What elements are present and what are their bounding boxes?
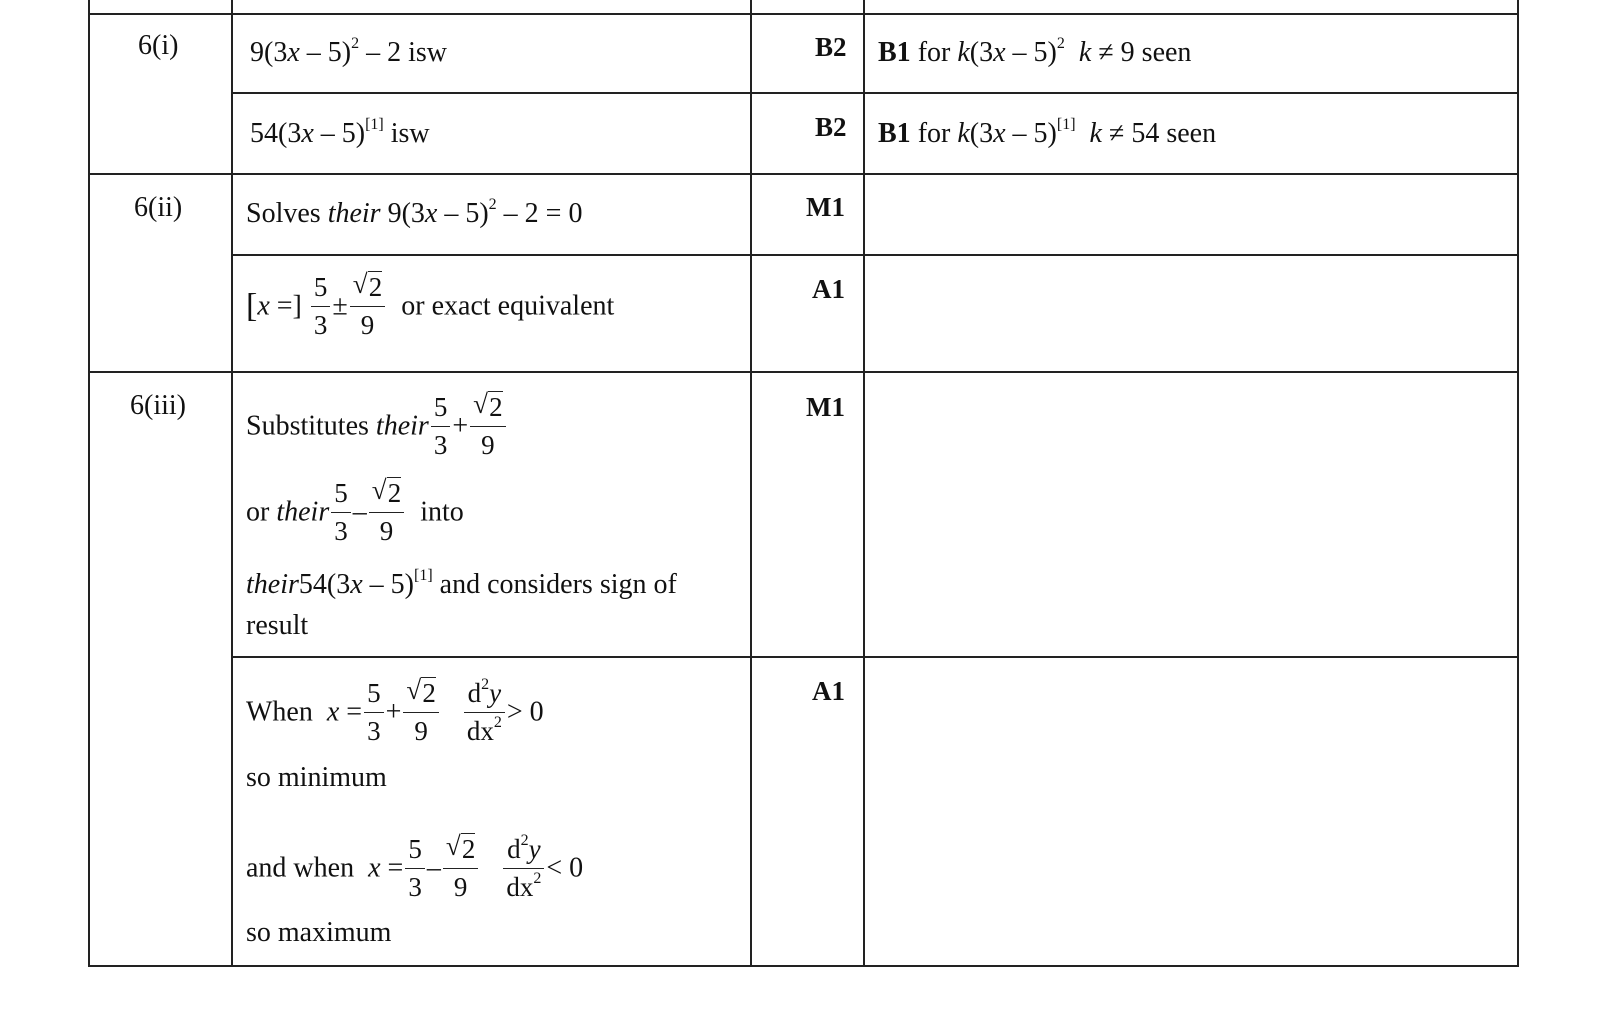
answer-part: – 5) (299, 37, 352, 68)
variable: y (528, 834, 541, 864)
guidance-part: (3 (969, 37, 994, 68)
answer-text: result (246, 610, 309, 641)
guidance-part: ≠ 9 seen (1091, 37, 1192, 68)
comparison: > 0 (506, 696, 544, 728)
square-root: √ 2 (352, 269, 383, 302)
d-symbol: d (507, 834, 521, 864)
comparison: < 0 (546, 852, 584, 884)
fraction (331, 480, 351, 545)
denominator: 9 (453, 872, 468, 902)
answer-text (246, 831, 584, 902)
denominator: 9 (414, 716, 428, 746)
radicand: 2 (422, 678, 436, 708)
exponent: 2 (493, 714, 502, 731)
square-root: √ 2 (473, 389, 503, 422)
their-word: their (375, 410, 429, 442)
column-divider (750, 0, 752, 967)
answer-part: or exact equivalent (401, 290, 615, 322)
fraction (405, 836, 425, 901)
denominator: 9 (481, 430, 495, 460)
column-divider (231, 0, 233, 967)
denominator: 3 (334, 516, 348, 546)
table-border-bottom (88, 965, 1518, 967)
answer-text (246, 269, 615, 340)
plus-sign: + (452, 410, 469, 442)
guidance-part: – 5) (1005, 37, 1057, 68)
fraction (369, 475, 405, 546)
equals-sign: = (339, 696, 363, 728)
variable: x (257, 290, 270, 322)
answer-part: – 5) (362, 569, 414, 600)
variable: x (993, 118, 1006, 149)
answer-part: 9(3 (380, 198, 425, 229)
variable: k (957, 118, 970, 149)
their-word: their (246, 569, 299, 600)
answer-part: – 5) (313, 118, 366, 149)
row-divider (232, 656, 1518, 658)
answer-text: so maximum (246, 917, 392, 948)
exponent: 2 (1056, 35, 1065, 52)
their-word: their (276, 496, 330, 528)
answer-part: into (420, 496, 464, 528)
exponent: 2 (351, 35, 360, 52)
answer-part: – 5) (437, 198, 489, 229)
exponent: [1] (1056, 116, 1076, 133)
denominator: 3 (408, 872, 422, 902)
denominator: 9 (379, 516, 394, 546)
variable: k (1089, 118, 1102, 149)
mark-code: B1 (878, 118, 911, 149)
answer-part: Solves (246, 198, 328, 229)
fraction (403, 675, 439, 746)
question-number: 6(iii) (130, 390, 186, 421)
derivative (464, 676, 505, 746)
numerator: 5 (405, 836, 425, 869)
variable: k (1078, 37, 1092, 68)
fraction (431, 394, 451, 459)
denominator: 3 (433, 430, 448, 460)
answer-part: 54(3 (250, 118, 302, 149)
dx-symbol: dx (466, 716, 494, 746)
fraction (470, 389, 506, 460)
mark-code: B1 (878, 37, 911, 68)
guidance-text (878, 118, 1216, 150)
exponent: 2 (520, 832, 529, 849)
bracket: [ (246, 287, 258, 325)
answer-text (246, 569, 677, 601)
variable: x (424, 198, 438, 229)
guidance-part: for (910, 37, 958, 68)
column-divider (1517, 0, 1519, 967)
square-root: √ 2 (371, 475, 402, 508)
square-root: √ 2 (445, 831, 476, 864)
mark-label: M1 (806, 392, 845, 422)
fraction (443, 831, 479, 902)
numerator: 5 (431, 394, 451, 427)
variable: x (326, 696, 340, 728)
numerator: 5 (331, 480, 351, 513)
answer-text (246, 198, 582, 230)
answer-part: and considers sign of (432, 569, 677, 600)
exponent: [1] (413, 567, 433, 584)
minus-sign: – (352, 496, 367, 528)
their-word: their (327, 198, 381, 229)
dx-symbol: dx (506, 872, 534, 902)
answer-part: When (246, 696, 320, 728)
denominator: 3 (313, 310, 328, 340)
question-number: 6(ii) (134, 192, 183, 223)
column-divider (863, 0, 865, 967)
exponent: 2 (488, 196, 497, 213)
guidance-part: (3 (969, 118, 994, 149)
variable: k (957, 37, 970, 68)
answer-part: =] (269, 290, 302, 322)
guidance-part: for (910, 118, 958, 149)
answer-part: – 2 isw (359, 37, 447, 68)
row-divider (88, 371, 1518, 373)
variable: x (301, 118, 314, 149)
radicand: 2 (368, 272, 383, 302)
answer-part: Substitutes (246, 410, 376, 442)
question-number: 6(i) (138, 30, 179, 61)
radicand: 2 (461, 834, 476, 864)
plus-minus: ± (332, 290, 348, 322)
answer-text (250, 37, 447, 69)
radicand: 2 (387, 478, 402, 508)
row-divider (88, 173, 1518, 175)
numerator: 5 (364, 680, 384, 713)
answer-text (250, 118, 430, 150)
row-divider (232, 254, 1518, 256)
answer-text (246, 675, 544, 746)
d-symbol: d (467, 678, 482, 708)
answer-text (246, 389, 508, 460)
row-divider (232, 92, 1518, 94)
plus-sign: + (385, 696, 402, 728)
table-border-top (88, 13, 1518, 15)
answer-part: or (246, 496, 277, 528)
derivative (503, 832, 544, 902)
square-root: √ 2 (406, 675, 436, 708)
guidance-part: ≠ 54 seen (1101, 118, 1217, 149)
answer-part: 9(3 (250, 37, 288, 68)
mark-label: B2 (815, 112, 847, 142)
variable: y (489, 678, 502, 708)
answer-text (246, 475, 464, 546)
mark-label: M1 (806, 192, 845, 222)
denominator: 9 (360, 310, 375, 340)
fraction (364, 680, 384, 745)
variable: x (993, 37, 1006, 68)
answer-text: so minimum (246, 762, 387, 793)
numerator: 5 (311, 274, 331, 307)
answer-part: – 2 = 0 (496, 198, 583, 229)
guidance-text (878, 37, 1191, 69)
equals-sign: = (380, 852, 404, 884)
answer-part: 54(3 (298, 569, 351, 600)
exponent: 2 (481, 676, 490, 693)
minus-sign: – (426, 852, 441, 884)
variable: x (287, 37, 300, 68)
fraction (350, 269, 386, 340)
radicand: 2 (489, 392, 503, 422)
denominator: 3 (367, 716, 381, 746)
guidance-part: – 5) (1005, 118, 1057, 149)
fraction (311, 274, 331, 339)
mark-label: A1 (812, 676, 845, 706)
mark-label: A1 (812, 274, 845, 304)
exponent: [1] (365, 116, 384, 133)
column-divider (88, 0, 90, 967)
exponent: 2 (533, 870, 542, 887)
answer-part: isw (383, 118, 430, 149)
variable: x (368, 852, 381, 884)
answer-part: and when (246, 852, 362, 884)
variable: x (350, 569, 363, 600)
mark-label: B2 (815, 32, 847, 62)
